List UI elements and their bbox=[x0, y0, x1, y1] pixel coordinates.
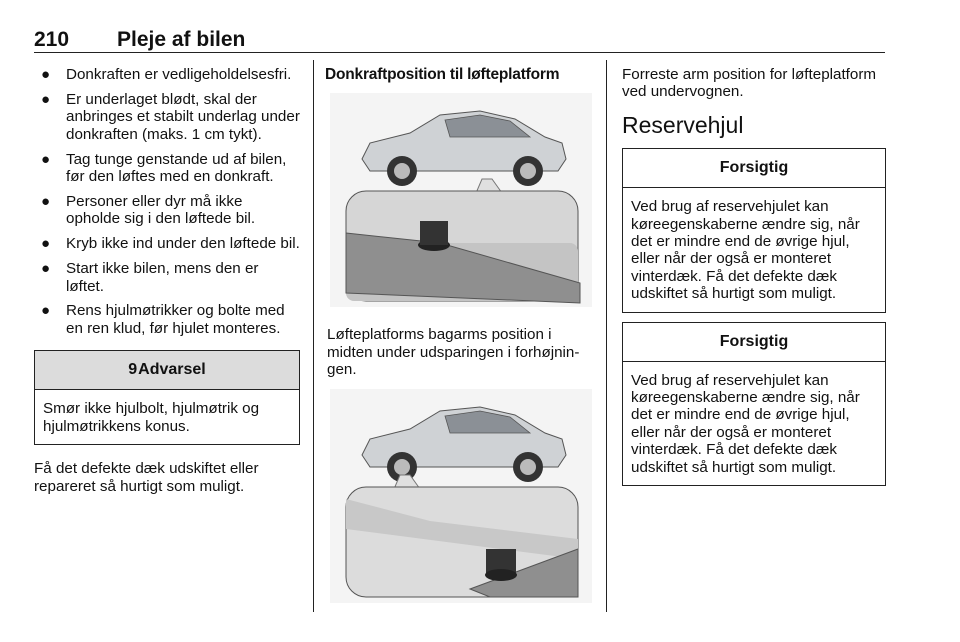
warning-icon: 9 bbox=[128, 361, 138, 379]
list-item: ● Donkraften er vedligeholdelsesfri. bbox=[41, 66, 292, 83]
list-item: ● Rens hjulmøtrikker og bolte med en ren klud, før hjulet monteres. bbox=[41, 302, 285, 337]
column-right bbox=[622, 66, 886, 486]
column-divider-1 bbox=[313, 60, 314, 612]
list-item: ● Tag tunge genstande ud af bilen, før den løftes med en donkraft. bbox=[41, 150, 287, 186]
caution-box-header: Forsigtig bbox=[623, 149, 885, 188]
warning-box bbox=[34, 350, 300, 445]
warning-box-header bbox=[35, 351, 299, 390]
column-middle bbox=[327, 66, 595, 603]
warning-text: Smør ikke hjulbolt, hjulmøtrik og hjulmøtrikkens konus. bbox=[43, 400, 260, 435]
page-title: Pleje af bilen bbox=[117, 28, 246, 51]
lift-point-rear-figure bbox=[330, 93, 592, 307]
caution-text: Ved brug af reservehjulet kan køreegenskaberne ændre sig, når det er mindre end de øvrige hjul, eller når der også er monteret vinterdæk. Få det defekte dæk udskiftet så hurtigt som muligt. bbox=[631, 198, 860, 303]
list-item: ● Personer eller dyr må ikke opholde sig i den løftede bil. bbox=[41, 192, 256, 228]
repair-paragraph: Få det defekte dæk udskiftet eller repareret så hurtigt som muligt. bbox=[34, 460, 259, 495]
section-subheading: Donkraftposition til løfteplatform bbox=[325, 66, 560, 83]
intro-paragraph: Forreste arm position for løfteplatform ved undervognen. bbox=[622, 66, 877, 101]
lift-point-front-figure bbox=[330, 389, 592, 603]
caution-box-header: Forsigtig bbox=[623, 323, 885, 362]
header-divider bbox=[34, 52, 885, 53]
car-lift-illustration-2 bbox=[330, 389, 592, 603]
car-lift-illustration-1 bbox=[330, 93, 592, 307]
list-item: ● Er underlaget blødt, skal der anbringes et stabilt underlag under donkraften (maks. 1 cm tykt). bbox=[41, 90, 300, 143]
caution-box-2 bbox=[622, 322, 886, 486]
figure-caption-1: Løfteplatforms bagarms position i midten under udsparingen i forhøjningen. bbox=[327, 326, 580, 379]
list-item: ● Kryb ikke ind under den løftede bil. bbox=[41, 235, 300, 253]
caution-text: Ved brug af reservehjulet kan køreegenskaberne ændre sig, når det er mindre end de øvrige hjul, eller når der også er monteret vinterdæk. Få det defekte dæk udskiftet så hurtigt som muligt. bbox=[631, 371, 860, 476]
list-item: ● Start ikke bilen, mens den er løftet. bbox=[41, 260, 259, 295]
safety-bullet-list bbox=[34, 66, 300, 337]
caution-box-1 bbox=[622, 148, 886, 312]
warning-title: Advarsel bbox=[138, 361, 206, 379]
column-divider-2 bbox=[606, 60, 607, 612]
column-left bbox=[34, 66, 300, 495]
section-heading: Reservehjul bbox=[622, 111, 744, 138]
page-number: 210 bbox=[34, 28, 70, 51]
